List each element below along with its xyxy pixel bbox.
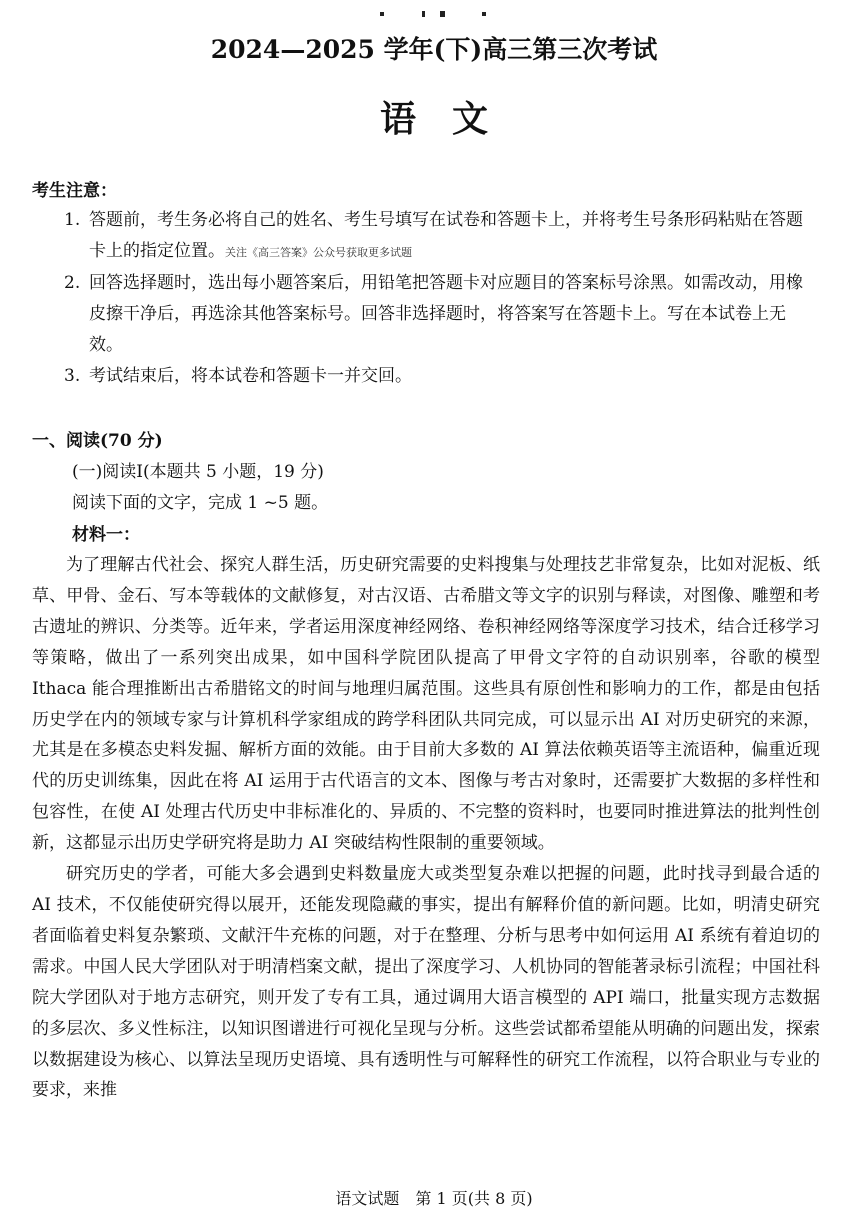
notice-item-number: 2. <box>64 273 81 293</box>
notice-item <box>0 361 868 392</box>
reading-passage <box>32 550 820 1106</box>
notice-item-text: 回答选择题时，选出每小题答案后，用铅笔把答题卡对应题目的答案标号涂黑。如需改动，用橡皮擦干净后，再选涂其他答案标号。回答非选择题时，将答案写在答题卡上。写在本试卷上无效。 <box>89 273 803 355</box>
notice-list <box>0 205 868 392</box>
page-footer: 语文试题 第 1 页(共 8 页) <box>335 1189 533 1208</box>
top-scan-marks <box>370 8 500 20</box>
notice-item-number: 1. <box>64 210 81 230</box>
notice-heading: 考生注意： <box>32 181 117 201</box>
watermark-note: 关注《高三答案》公众号获取更多试题 <box>225 246 412 259</box>
exam-title: 2024—2025 学年(下)高三第三次考试 <box>210 35 658 64</box>
notice-item <box>0 205 868 268</box>
notice-item-number: 3. <box>64 366 81 386</box>
notice-item-text: 考试结束后，将本试卷和答题卡一并交回。 <box>89 366 412 386</box>
section-heading: 一、阅读(70 分) <box>32 431 163 451</box>
notice-item <box>0 268 868 361</box>
notice-item-text: 答题前，考生务必将自己的姓名、考生号填写在试卷和答题卡上，并将考生号条形码粘贴在答题卡上的指定位置。 <box>89 210 803 261</box>
passage-paragraph: 研究历史的学者，可能大多会遇到史料数量庞大或类型复杂难以把握的问题，此时找寻到最合适的 AI 技术，不仅能使研究得以展开，还能发现隐藏的事实，提出有解释价值的新问题。比如，明清史研究者面临着史料复杂繁琐、文献汗牛充栋的问题，对于在整理、分析与思考中如何运用 AI 系统有着迫切的需求。中国人民大学团队对于明清档案文献，提出了深度学习、人机协同的智能著录标引流程；中国社科院大学团队对于地方志研究，则开发了专有工具，通过调用大语言模型的 API 端口，批量实现方志数据的多层次、多义性标注，以知识图谱进行可视化呈现与分析。这些尝试都希望能从明确的问题出发，探索以数据建设为核心、以算法呈现历史语境、具有透明性与可解释性的研究工作流程，以符合职业与专业的要求，来推 <box>32 864 820 1101</box>
subsection-heading: (一)阅读Ⅰ(本题共 5 小题，19 分) <box>72 462 324 482</box>
passage-paragraph: 为了理解古代社会、探究人群生活，历史研究需要的史料搜集与处理技艺非常复杂，比如对泥板、纸草、甲骨、金石、写本等载体的文献修复，对古汉语、古希腊文等文字的识别与释读，对图像、雕塑和考古遗址的辨识、分类等。近年来，学者运用深度神经网络、卷积神经网络等深度学习技术，结合迁移学习等策略，做出了一系列突出成果，如中国科学院团队提高了甲骨文字符的自动识别率，谷歌的模型 Ithaca 能合理推断出古希腊铭文的时间与地理归属范围。这些具有原创性和影响力的工作，都是由包括历史学在内的领域专家与计算机科学家组成的跨学科团队共同完成，可以显示出 AI 对历史研究的来源，尤其是在多模态史料发掘、解析方面的效能。由于目前大多数的 AI 算法依赖英语等主流语种，偏重近现代的历史训练集，因此在将 AI 运用于古代语言的文本、图像与考古对象时，还需要扩大数据的多样性和包容性，在使 AI 处理古代历史中非标准化的、异质的、不完整的资料时，也要同时推进算法的批判性创新，这都显示出历史学研究将是助力 AI 突破结构性限制的重要领域。 <box>32 555 820 854</box>
reading-instruction: 阅读下面的文字，完成 1 ~5 题。 <box>72 493 329 513</box>
subject-title: 语 文 <box>379 98 488 140</box>
material-label: 材料一： <box>72 525 140 545</box>
